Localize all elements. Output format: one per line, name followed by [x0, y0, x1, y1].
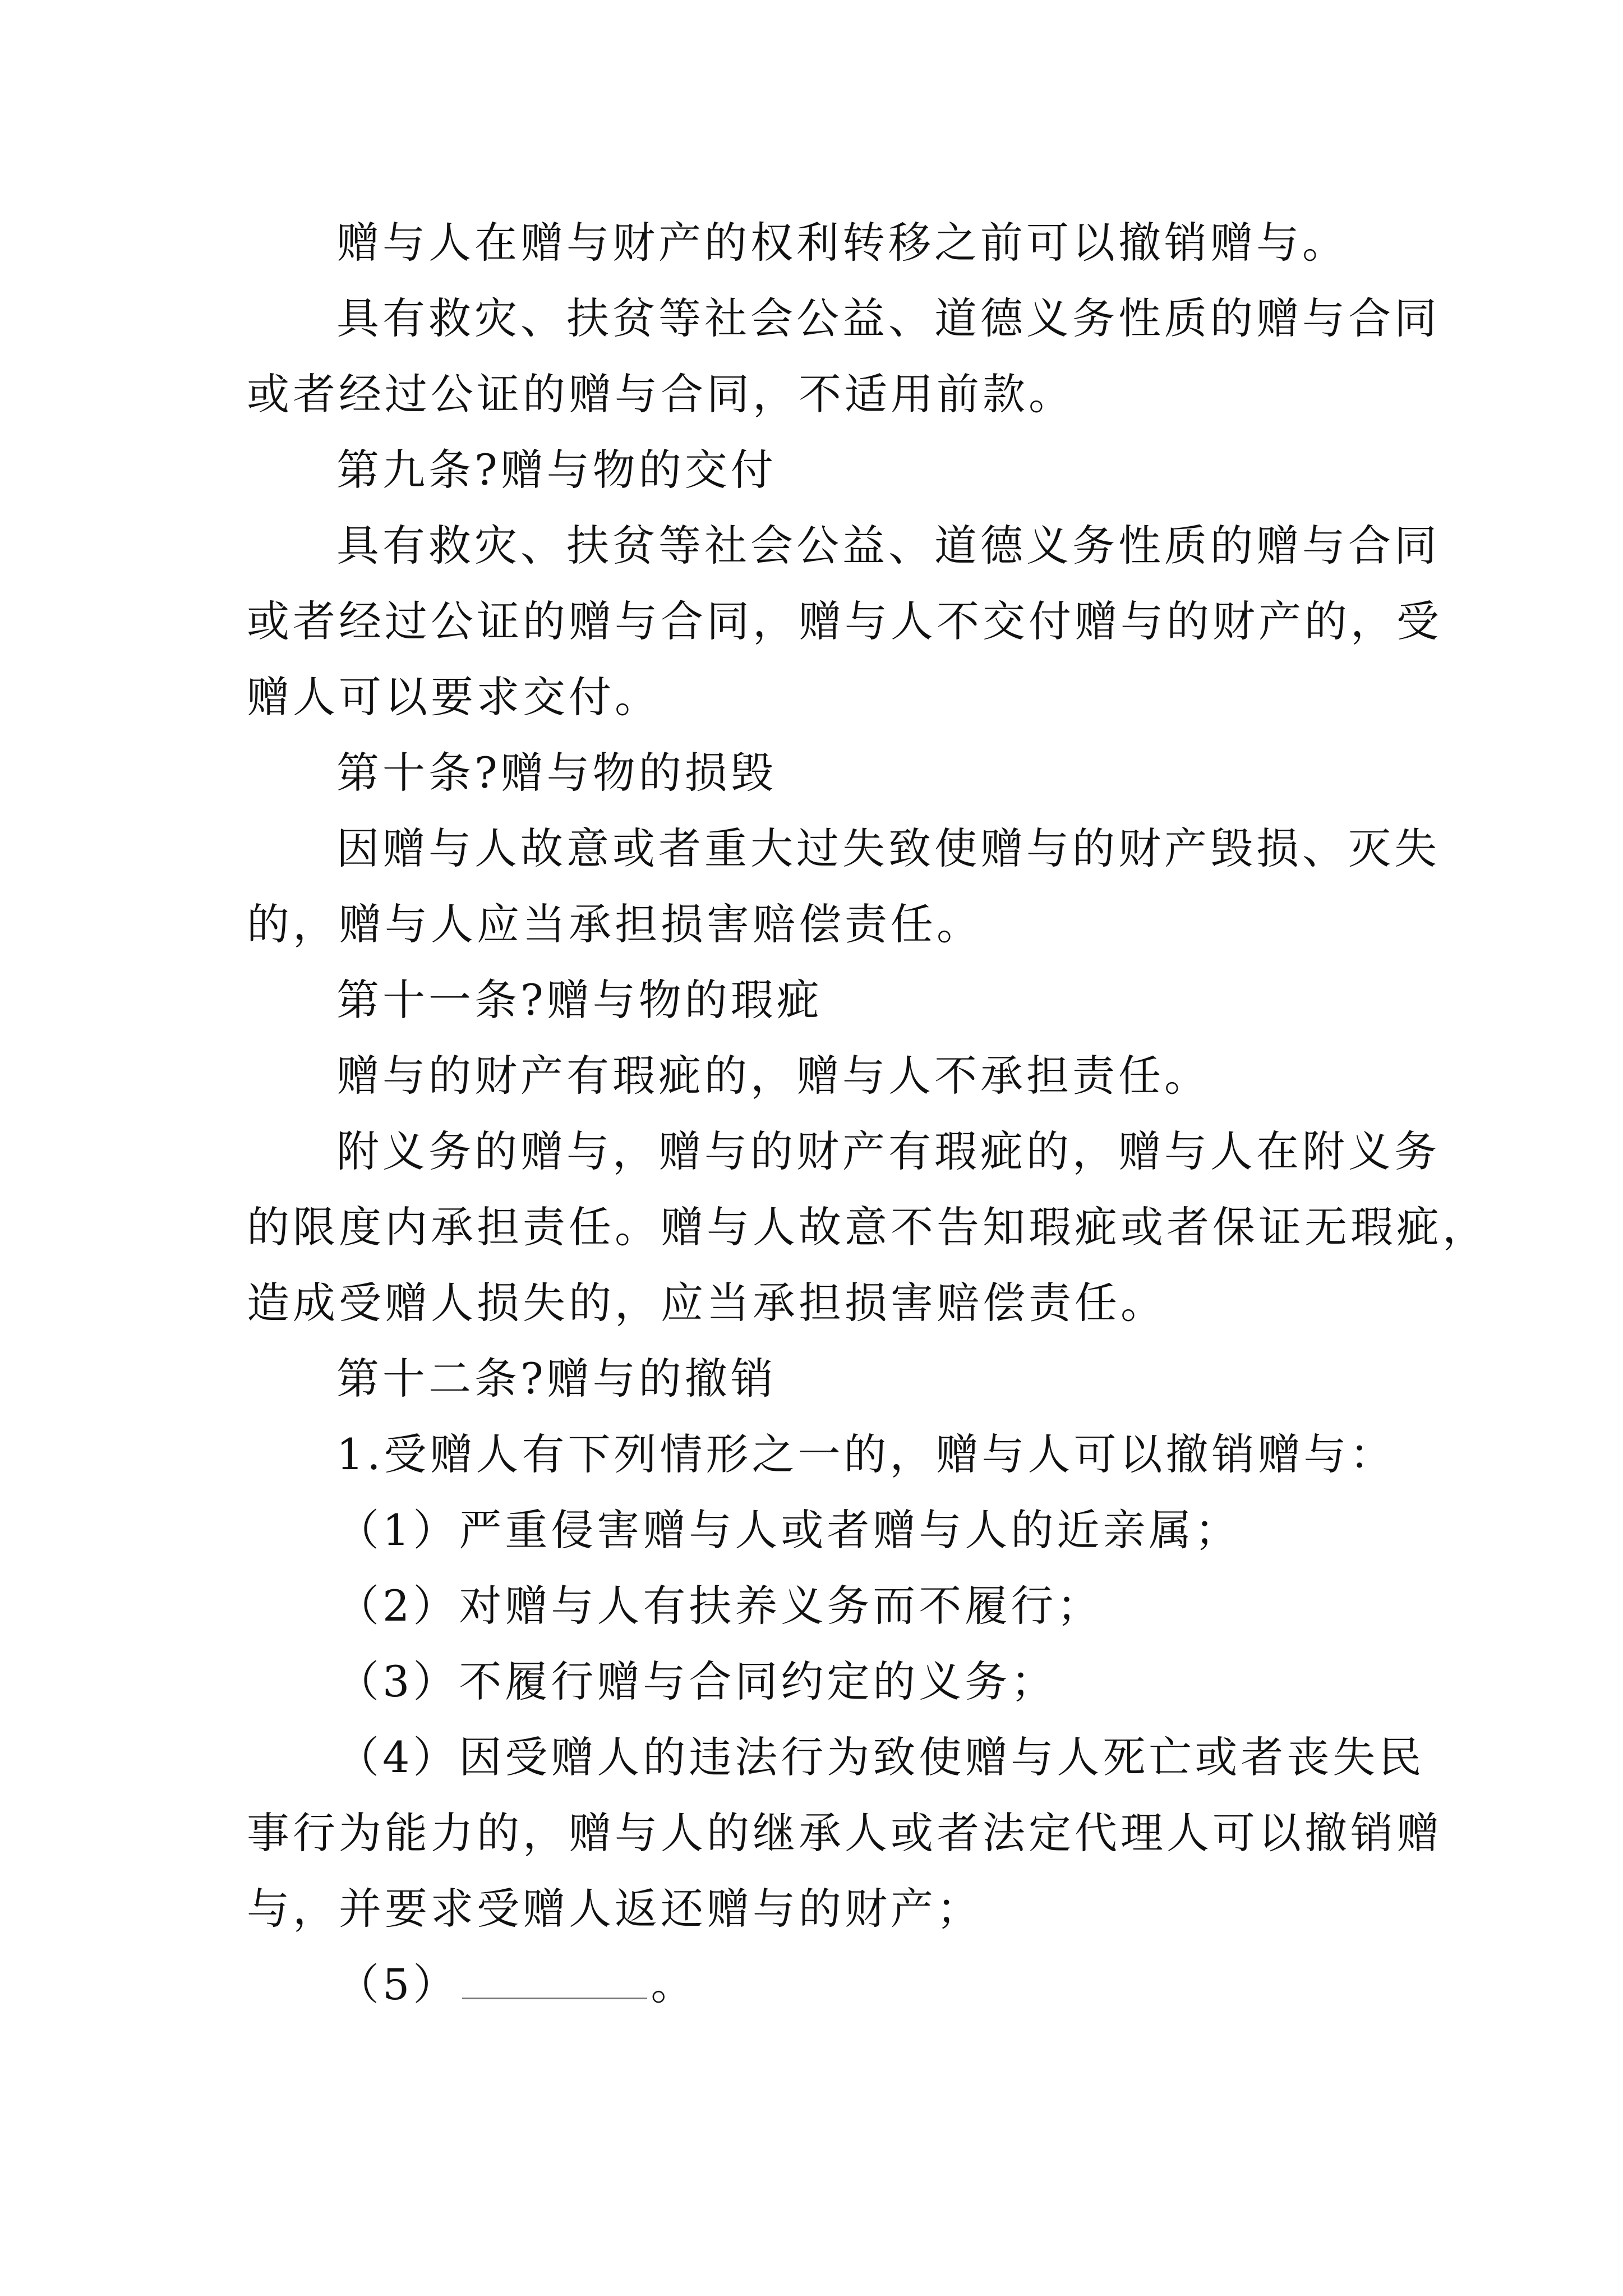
paragraph-line: 造成受赠人损失的，应当承担损害赔偿责任。	[247, 1278, 1166, 1328]
paragraph-line: 与，并要求受赠人返还赠与的财产；	[247, 1884, 983, 1934]
list-item: （3）不履行赠与合同约定的义务；	[336, 1657, 1057, 1706]
paragraph-line: 因赠与人故意或者重大过失致使赠与的财产毁损、灭失	[336, 823, 1440, 873]
article-heading: 第十条?赠与物的损毁	[336, 748, 777, 798]
paragraph-line: 或者经过公证的赠与合同，赠与人不交付赠与的财产的，受	[247, 596, 1442, 646]
paragraph-line: 附义务的赠与，赠与的财产有瑕疵的，赠与人在附义务	[336, 1126, 1440, 1176]
article-heading: 第十二条?赠与的撤销	[336, 1354, 777, 1404]
list-item: （1）严重侵害赠与人或者赠与人的近亲属；	[336, 1505, 1241, 1555]
paragraph-line: 赠人可以要求交付。	[247, 672, 661, 722]
paragraph-line: 赠与人在赠与财产的权利转移之前可以撤销赠与。	[336, 218, 1348, 268]
item-5-label: （5）	[336, 1959, 459, 2009]
article-heading: 第十一条?赠与物的瑕疵	[336, 975, 823, 1025]
paragraph-line: 事行为能力的，赠与人的继承人或者法定代理人可以撤销赠	[247, 1808, 1442, 1858]
list-item: （4）因受赠人的违法行为致使赠与人死亡或者丧失民	[336, 1732, 1425, 1782]
paragraph-line: 或者经过公证的赠与合同，不适用前款。	[247, 369, 1075, 419]
paragraph-line: 具有救灾、扶贫等社会公益、道德义务性质的赠与合同	[336, 293, 1440, 343]
list-item: （2）对赠与人有扶养义务而不履行；	[336, 1581, 1103, 1631]
fill-in-blank[interactable]	[462, 1958, 647, 1999]
paragraph-line: 具有救灾、扶贫等社会公益、道德义务性质的赠与合同	[336, 521, 1440, 570]
paragraph-line: 的限度内承担责任。赠与人故意不告知瑕疵或者保证无瑕疵，	[247, 1202, 1488, 1252]
paragraph-line: 的，赠与人应当承担损害赔偿责任。	[247, 899, 983, 949]
list-item-5	[0, 1947, 1623, 2023]
item-5-end: 。	[651, 1959, 697, 2009]
list-intro: 1.受赠人有下列情形之一的，赠与人可以撤销赠与：	[336, 1429, 1396, 1479]
paragraph-line: 赠与的财产有瑕疵的，赠与人不承担责任。	[336, 1051, 1210, 1101]
article-heading: 第九条?赠与物的交付	[336, 445, 777, 495]
